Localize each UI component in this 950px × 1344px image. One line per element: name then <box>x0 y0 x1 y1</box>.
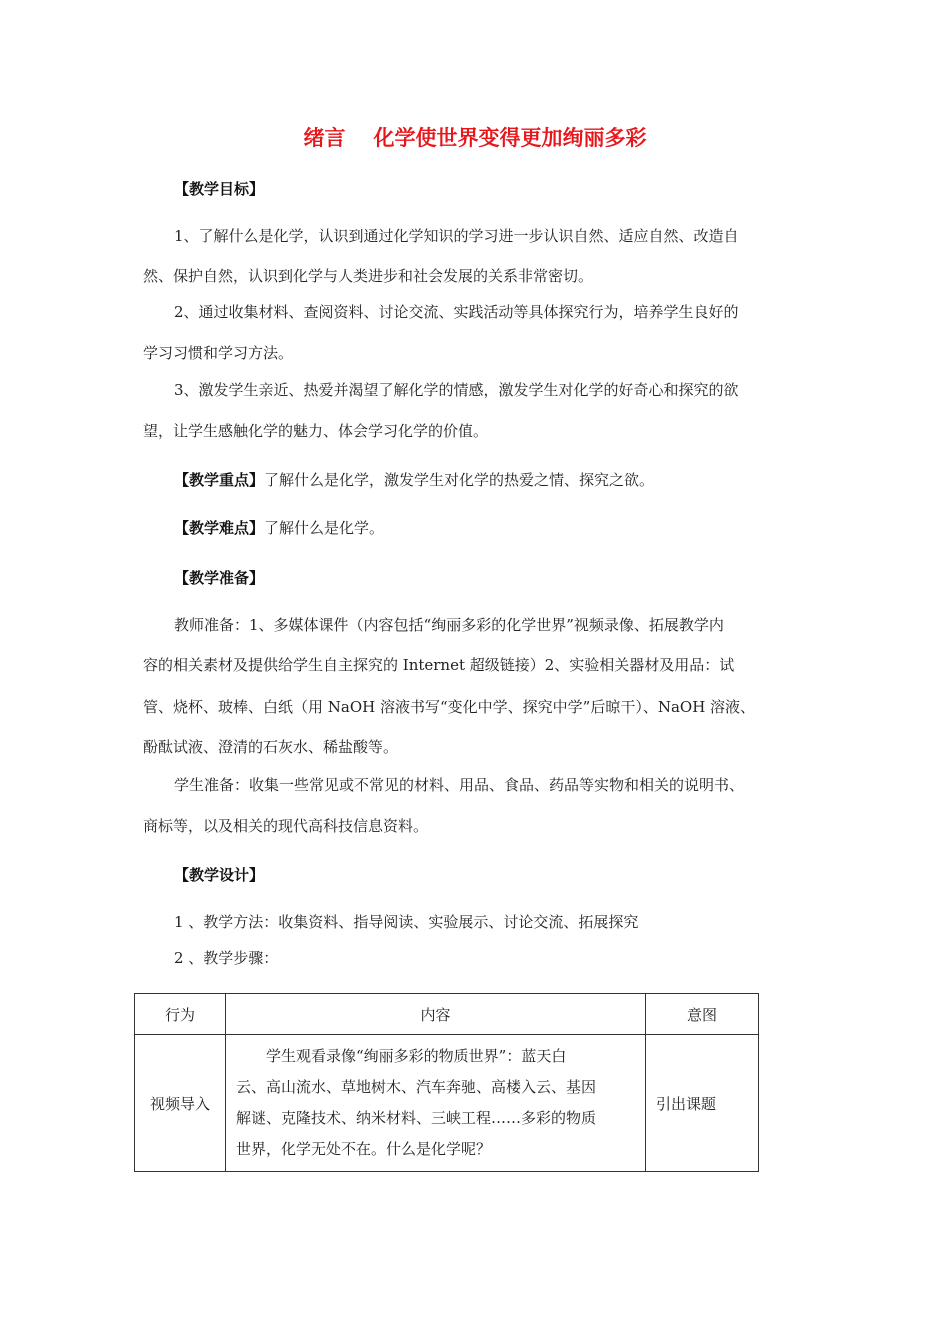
student-prep-line1: 学生准备：收集一些常见或不常见的材料、用品、食品、药品等实物和相关的说明书、 <box>174 776 745 794</box>
content-line: 云、高山流水、草地树木、汽车奔驰、高楼入云、基因 <box>236 1078 597 1096</box>
header-content: 内容 <box>226 994 646 1035</box>
header-action: 行为 <box>135 994 226 1035</box>
key-points-text: 了解什么是化学，激发学生对化学的热爱之情、探究之欲。 <box>264 471 655 489</box>
content-line: 世界，化学无处不在。什么是化学呢？ <box>236 1140 492 1158</box>
key-points <box>174 470 654 490</box>
teaching-steps-label: 2 、教学步骤： <box>174 949 279 967</box>
difficulties-heading: 【教学难点】 <box>174 519 265 537</box>
teacher-prep-line3: 管、烧杯、玻棒、白纸（用 NaOH 溶液书写“变化中学、探究中学”后晾干）、NaOH 溶液、 <box>143 698 756 716</box>
table-row <box>135 1035 759 1172</box>
objectives-heading: 【教学目标】 <box>174 180 265 198</box>
teacher-prep-line2: 容的相关素材及提供给学生自主探究的 Internet 超级链接）2、实验相关器材及用品：试 <box>143 656 735 674</box>
header-intent: 意图 <box>646 994 759 1035</box>
row-action: 视频导入 <box>135 1035 226 1172</box>
table-header-row <box>135 994 759 1035</box>
title-part1: 绪言 <box>303 126 346 150</box>
title-part2: 化学使世界变得更加绚丽多彩 <box>373 126 647 150</box>
key-points-heading: 【教学重点】 <box>174 471 265 489</box>
design-heading: 【教学设计】 <box>174 866 265 884</box>
content-line: 解谜、克隆技术、纳米材料、三峡工程……多彩的物质 <box>236 1109 597 1127</box>
teaching-steps-table <box>134 993 759 1172</box>
objective-2-line1: 2、通过收集材料、查阅资料、讨论交流、实践活动等具体探究行为，培养学生良好的 <box>174 303 739 321</box>
document-title <box>0 122 950 152</box>
row-content <box>226 1035 646 1172</box>
objective-3-line2: 望，让学生感触化学的魅力、体会学习化学的价值。 <box>143 422 489 440</box>
difficulties <box>174 518 384 538</box>
row-intent: 引出课题 <box>646 1035 759 1172</box>
objective-3-line1: 3、激发学生亲近、热爱并渴望了解化学的情感，激发学生对化学的好奇心和探究的欲 <box>174 381 739 399</box>
objective-1-line1: 1、了解什么是化学，认识到通过化学知识的学习进一步认识自然、适应自然、改造自 <box>174 227 739 245</box>
teacher-prep-line1: 教师准备：1、多媒体课件（内容包括“绚丽多彩的化学世界”视频录像、拓展教学内 <box>174 616 724 634</box>
teaching-method: 1 、教学方法：收集资料、指导阅读、实验展示、讨论交流、拓展探究 <box>174 913 639 931</box>
content-line: 学生观看录像“绚丽多彩的物质世界”：蓝天白 <box>266 1047 567 1065</box>
teacher-prep-line4: 酚酞试液、澄清的石灰水、稀盐酸等。 <box>143 738 399 756</box>
objective-2-line2: 学习习惯和学习方法。 <box>143 344 294 362</box>
objective-1-line2: 然、保护自然，认识到化学与人类进步和社会发展的关系非常密切。 <box>143 267 594 285</box>
difficulties-text: 了解什么是化学。 <box>264 519 385 537</box>
preparation-heading: 【教学准备】 <box>174 569 265 587</box>
student-prep-line2: 商标等，以及相关的现代高科技信息资料。 <box>143 817 429 835</box>
